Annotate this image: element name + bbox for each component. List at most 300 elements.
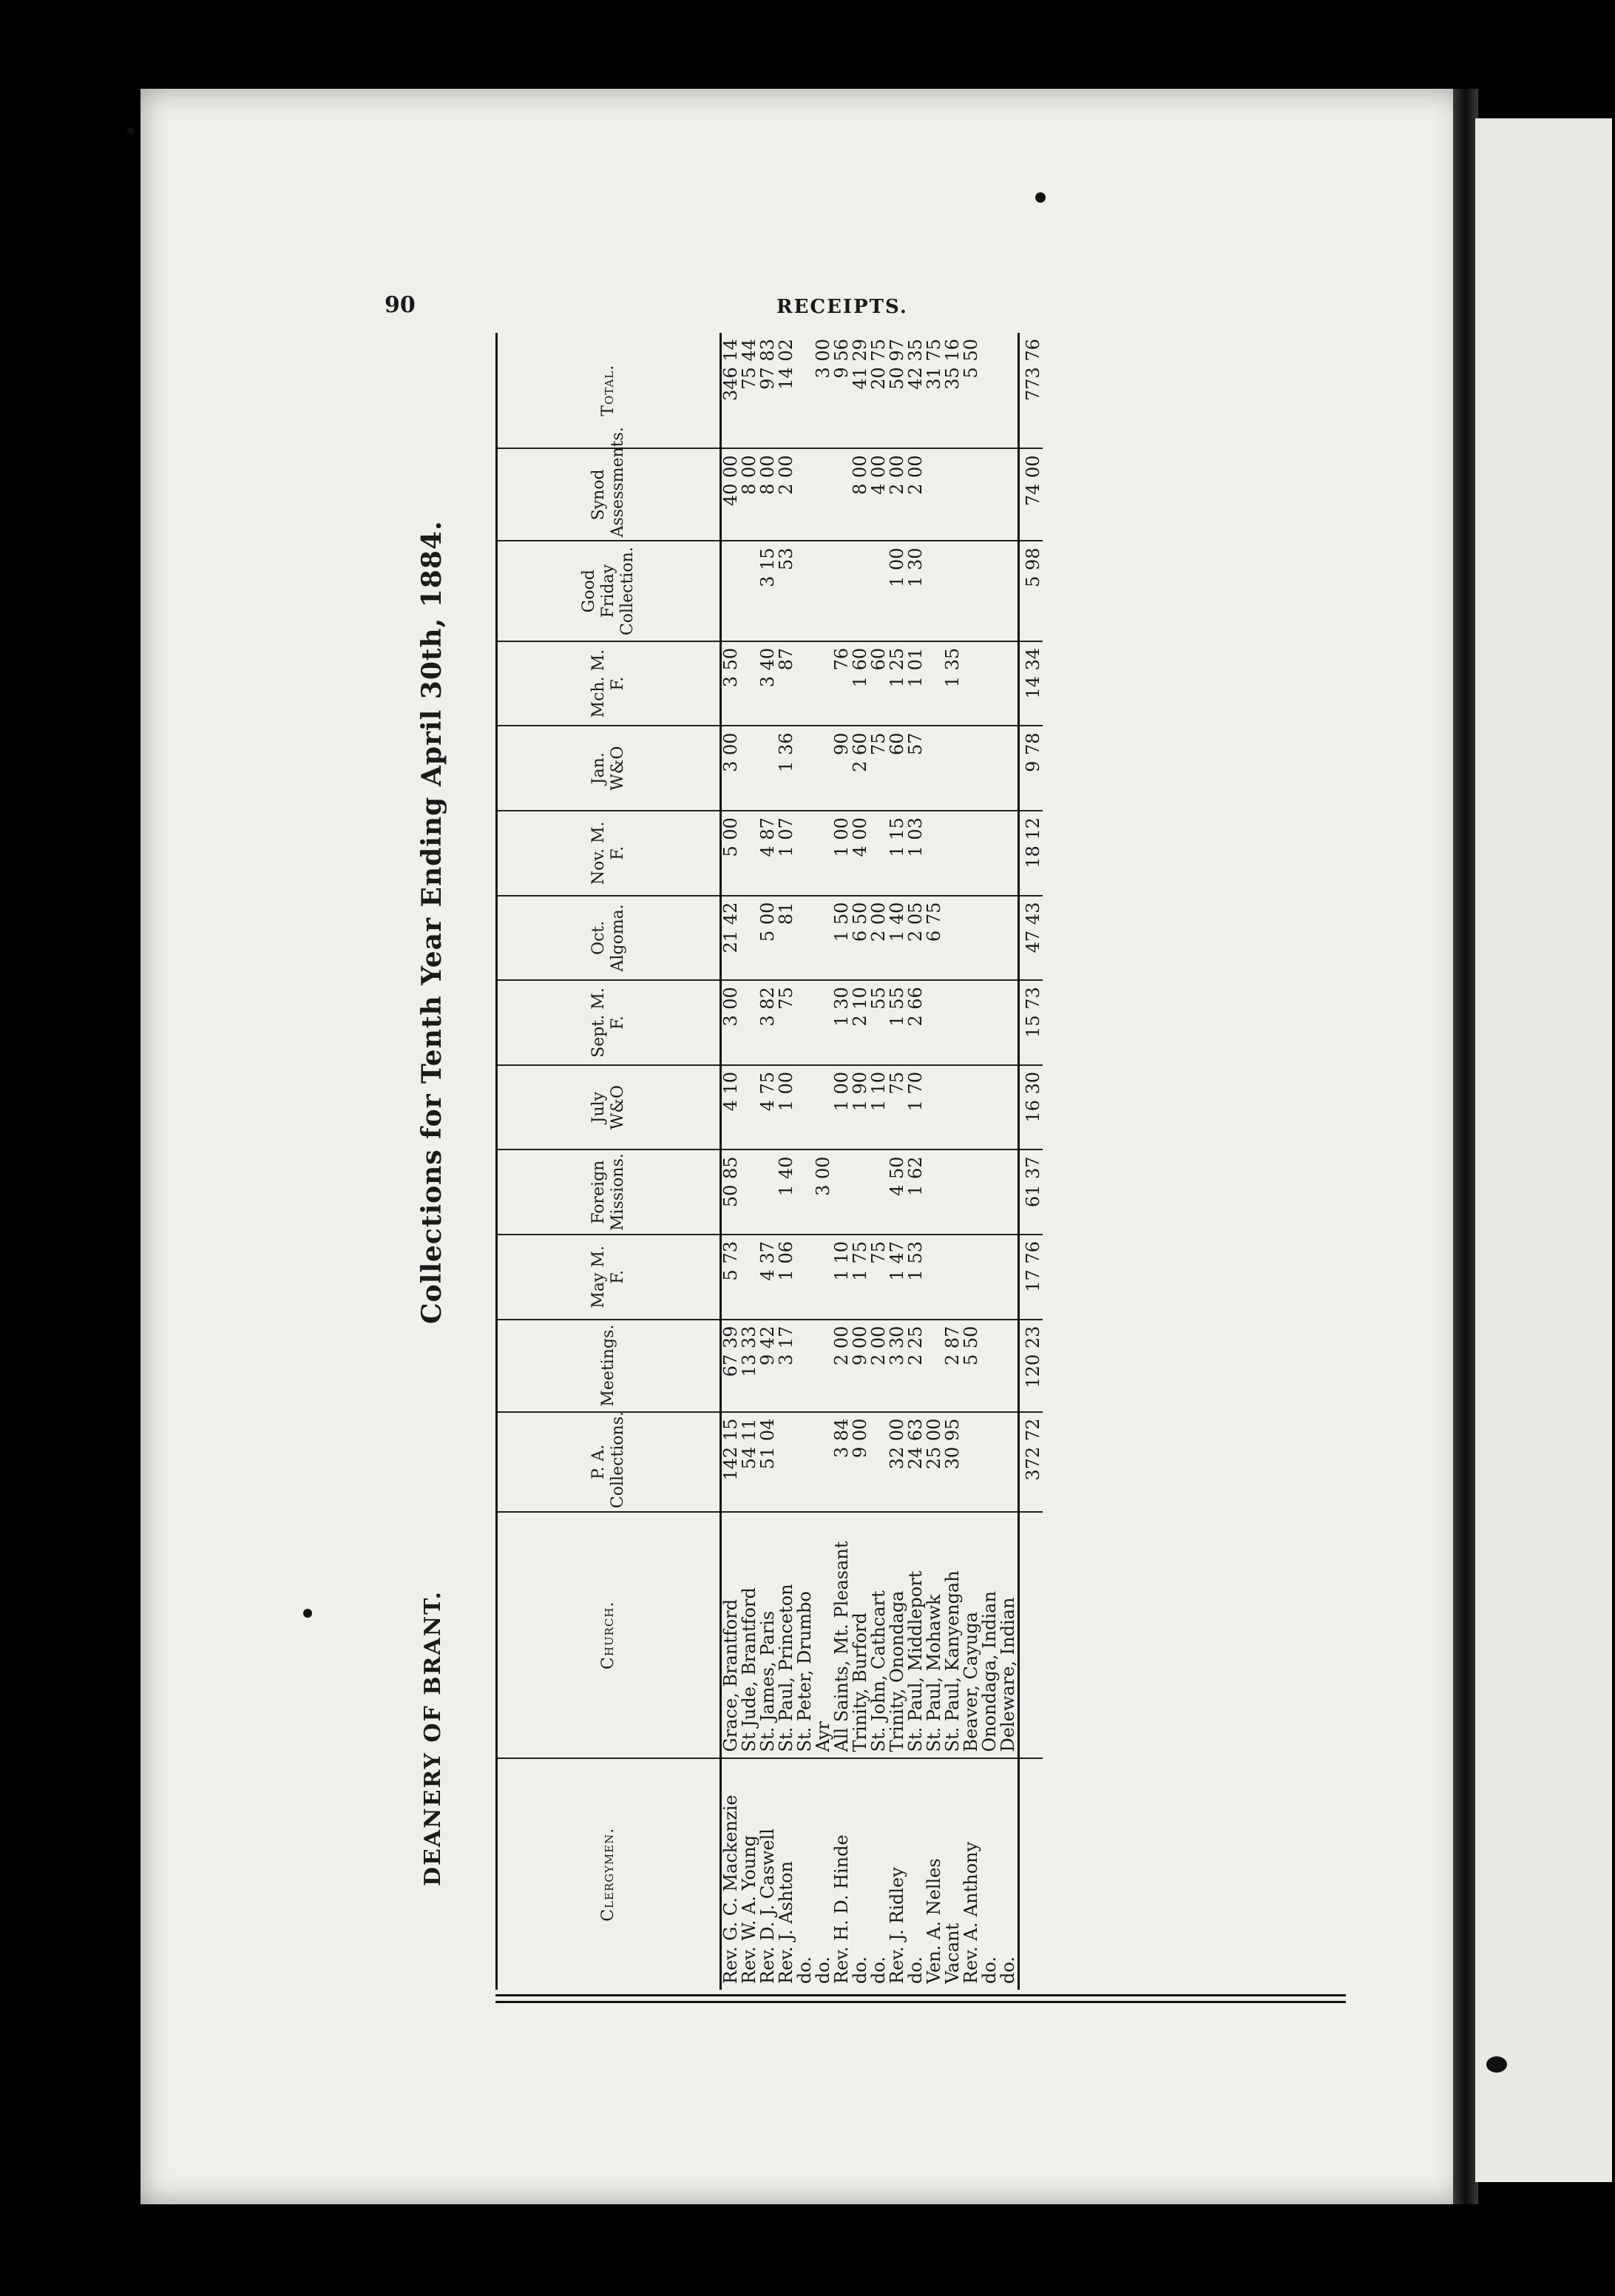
cell-total: 346 14 <box>721 333 741 448</box>
cell-july: 4 10 <box>721 1065 741 1150</box>
cell-synod <box>925 448 944 541</box>
cell-jan: 90 <box>833 726 851 811</box>
cell-total <box>796 333 814 448</box>
cell-sept: 2 10 <box>851 980 870 1065</box>
total-may: 17 76 <box>1019 1235 1043 1320</box>
cell-nov: 4 00 <box>851 811 870 896</box>
cell-foreign <box>925 1149 944 1235</box>
cell-oct <box>796 896 814 981</box>
page-gutter <box>1453 89 1478 2204</box>
cell-mch <box>796 641 814 726</box>
cell-gf <box>833 541 851 641</box>
cell-church: St. John, Cathcart <box>870 1512 888 1758</box>
cell-jan <box>759 726 777 811</box>
cell-clergyman: Vacant <box>942 1922 963 1984</box>
cell-clergyman: Ven. A. Nelles <box>924 1858 944 1984</box>
cell-synod: 8 00 <box>851 448 870 541</box>
total-jan: 9 78 <box>1019 726 1043 811</box>
cell-may: 1 75 <box>851 1235 870 1320</box>
cell-may: 75 <box>870 1235 888 1320</box>
cell-synod <box>944 448 962 541</box>
cell-synod: 2 00 <box>888 448 907 541</box>
total-gf: 5 98 <box>1019 541 1043 641</box>
cell-mch: 3 40 <box>759 641 777 726</box>
cell-clergyman: do. <box>979 1956 1000 1984</box>
cell-church: St. Paul, Princeton <box>777 1512 796 1758</box>
table-body <box>721 333 1043 1990</box>
cell-sept: 1 30 <box>833 980 851 1065</box>
cell-meetings: 13 33 <box>740 1320 759 1412</box>
cell-may <box>814 1235 833 1320</box>
cell-meetings <box>925 1320 944 1412</box>
header-oct: Oct. Algoma. <box>497 896 721 981</box>
cell-july <box>999 1065 1019 1150</box>
cell-july: 75 <box>888 1065 907 1150</box>
table-row <box>759 333 777 1990</box>
cell-church: St. Peter, Drumbo <box>796 1512 814 1758</box>
deanery-heading: DEANERY OF BRANT. <box>420 1590 446 1886</box>
cell-jan <box>925 726 944 811</box>
cell-mch <box>814 641 833 726</box>
cell-synod <box>962 448 981 541</box>
cell-foreign <box>759 1149 777 1235</box>
cell-foreign <box>962 1149 981 1235</box>
cell-nov: 4 87 <box>759 811 777 896</box>
cell-church: St. Paul, Mohawk <box>925 1512 944 1758</box>
cell-mch <box>925 641 944 726</box>
running-head: RECEIPTS. <box>776 296 908 318</box>
cell-clergyman: Rev. J. Ridley <box>887 1867 907 1984</box>
cell-synod <box>999 448 1019 541</box>
cell-oct <box>999 896 1019 981</box>
cell-foreign: 1 62 <box>907 1149 925 1235</box>
cell-meetings: 2 87 <box>944 1320 962 1412</box>
cell-jan: 75 <box>870 726 888 811</box>
cell-foreign <box>740 1149 759 1235</box>
cell-meetings <box>814 1320 833 1412</box>
cell-foreign: 4 50 <box>888 1149 907 1235</box>
table-row <box>981 333 999 1990</box>
header-foreign: Foreign Missions. <box>497 1149 721 1235</box>
cell-sept: 2 66 <box>907 980 925 1065</box>
cell-pa <box>777 1412 796 1512</box>
cell-nov: 5 00 <box>721 811 741 896</box>
scan-speck <box>303 1609 312 1618</box>
header-mch: Mch. M. F. <box>497 641 721 726</box>
cell-church: St Jude, Brantford <box>740 1512 759 1758</box>
cell-nov <box>944 811 962 896</box>
cell-nov <box>870 811 888 896</box>
cell-nov: 1 03 <box>907 811 925 896</box>
cell-july: 1 90 <box>851 1065 870 1150</box>
header-synod: Synod Assessments. <box>497 448 721 541</box>
cell-total: 42 35 <box>907 333 925 448</box>
cell-mch: 87 <box>777 641 796 726</box>
cell-gf <box>740 541 759 641</box>
total-july: 16 30 <box>1019 1065 1043 1150</box>
cell-jan <box>944 726 962 811</box>
cell-gf: 1 30 <box>907 541 925 641</box>
cell-total <box>981 333 999 448</box>
cell-clergyman: Rev. D. J. Caswell <box>757 1829 778 1984</box>
cell-nov <box>925 811 944 896</box>
cell-pa: 32 00 <box>888 1412 907 1512</box>
cell-july: 1 10 <box>870 1065 888 1150</box>
cell-jan <box>814 726 833 811</box>
cell-gf <box>925 541 944 641</box>
header-row <box>497 333 721 1990</box>
cell-sept: 3 82 <box>759 980 777 1065</box>
cell-synod: 2 00 <box>907 448 925 541</box>
cell-may <box>796 1235 814 1320</box>
cell-gf: 1 00 <box>888 541 907 641</box>
table-row <box>999 333 1019 1990</box>
cell-oct: 81 <box>777 896 796 981</box>
cell-meetings: 3 30 <box>888 1320 907 1412</box>
cell-pa <box>999 1412 1019 1512</box>
cell-jan: 3 00 <box>721 726 741 811</box>
cell-gf: 53 <box>777 541 796 641</box>
cell-foreign: 1 40 <box>777 1149 796 1235</box>
cell-church: Onondaga, Indian <box>981 1512 999 1758</box>
cell-total: 14 02 <box>777 333 796 448</box>
cell-oct: 6 50 <box>851 896 870 981</box>
cell-july <box>796 1065 814 1150</box>
cell-mch: 1 25 <box>888 641 907 726</box>
cell-july <box>944 1065 962 1150</box>
cell-jan: 2 60 <box>851 726 870 811</box>
cell-clergyman: Rev. J. Ashton <box>776 1861 796 1984</box>
header-pa: P. A. Collections. <box>497 1412 721 1512</box>
cell-oct: 21 42 <box>721 896 741 981</box>
cell-total: 3 00 <box>814 333 833 448</box>
facing-page-edge <box>1475 118 1612 2182</box>
cell-sept <box>740 980 759 1065</box>
cell-total: 35 16 <box>944 333 962 448</box>
total-sept: 15 73 <box>1019 980 1043 1065</box>
cell-july: 1 00 <box>833 1065 851 1150</box>
cell-pa: 142 15 <box>721 1412 741 1512</box>
cell-july <box>962 1065 981 1150</box>
cell-may <box>981 1235 999 1320</box>
cell-nov <box>981 811 999 896</box>
total-label-blank <box>1019 1758 1043 1990</box>
table-row <box>721 333 741 1990</box>
cell-clergyman: do. <box>868 1956 889 1984</box>
table-row <box>962 333 981 1990</box>
scan-speck <box>1035 192 1046 203</box>
cell-july <box>814 1065 833 1150</box>
cell-july <box>740 1065 759 1150</box>
cell-church: St. Paul, Middleport <box>907 1512 925 1758</box>
cell-oct <box>944 896 962 981</box>
cell-pa: 51 04 <box>759 1412 777 1512</box>
cell-pa: 30 95 <box>944 1412 962 1512</box>
totals-row <box>1019 333 1043 1990</box>
cell-jan: 1 36 <box>777 726 796 811</box>
cell-clergyman: do. <box>794 1956 815 1984</box>
rotated-table-block <box>399 333 1383 1990</box>
cell-sept <box>944 980 962 1065</box>
cell-pa <box>981 1412 999 1512</box>
cell-sept <box>796 980 814 1065</box>
cell-gf <box>962 541 981 641</box>
cell-total: 97 83 <box>759 333 777 448</box>
cell-meetings: 9 42 <box>759 1320 777 1412</box>
header-clergymen: Clergymen. <box>497 1758 721 1990</box>
cell-jan: 60 <box>888 726 907 811</box>
cell-oct: 2 05 <box>907 896 925 981</box>
cell-july <box>981 1065 999 1150</box>
cell-meetings: 2 00 <box>870 1320 888 1412</box>
cell-clergyman: do. <box>813 1956 833 1984</box>
cell-foreign <box>981 1149 999 1235</box>
cell-meetings <box>981 1320 999 1412</box>
cell-gf <box>796 541 814 641</box>
cell-church: All Saints, Mt. Pleasant <box>833 1512 851 1758</box>
cell-synod: 2 00 <box>777 448 796 541</box>
cell-synod <box>833 448 851 541</box>
cell-foreign <box>796 1149 814 1235</box>
cell-total: 31 75 <box>925 333 944 448</box>
cell-church: St. Paul, Kanyengah <box>944 1512 962 1758</box>
cell-foreign <box>944 1149 962 1235</box>
cell-clergyman: do. <box>905 1956 926 1984</box>
table-row <box>870 333 888 1990</box>
total-meetings: 120 23 <box>1019 1320 1043 1412</box>
cell-meetings: 2 25 <box>907 1320 925 1412</box>
cell-pa: 9 00 <box>851 1412 870 1512</box>
header-sept: Sept. M. F. <box>497 980 721 1065</box>
header-total: Total. <box>497 333 721 448</box>
table-row <box>851 333 870 1990</box>
cell-total <box>999 333 1019 448</box>
cell-oct <box>981 896 999 981</box>
cell-synod: 4 00 <box>870 448 888 541</box>
cell-pa <box>870 1412 888 1512</box>
cell-oct: 1 40 <box>888 896 907 981</box>
cell-total: 50 97 <box>888 333 907 448</box>
table-row <box>907 333 925 1990</box>
cell-clergyman: Rev. W. A. Young <box>739 1834 759 1984</box>
table-row <box>833 333 851 1990</box>
total-oct: 47 43 <box>1019 896 1043 981</box>
cell-total: 20 75 <box>870 333 888 448</box>
cell-sept <box>962 980 981 1065</box>
cell-meetings <box>999 1320 1019 1412</box>
cell-july: 1 00 <box>777 1065 796 1150</box>
cell-may: 5 73 <box>721 1235 741 1320</box>
cell-foreign <box>999 1149 1019 1235</box>
cell-oct <box>740 896 759 981</box>
cell-foreign <box>851 1149 870 1235</box>
cell-nov: 1 00 <box>833 811 851 896</box>
cell-church: Grace, Brantford <box>721 1512 741 1758</box>
total-total: 773 76 <box>1019 333 1043 448</box>
header-nov: Nov. M. F. <box>497 811 721 896</box>
header-church: Church. <box>497 1512 721 1758</box>
cell-clergyman: Rev. H. D. Hinde <box>831 1834 852 1984</box>
cell-mch: 3 50 <box>721 641 741 726</box>
cell-sept: 1 55 <box>888 980 907 1065</box>
cell-foreign <box>870 1149 888 1235</box>
cell-total: 9 56 <box>833 333 851 448</box>
table-row <box>740 333 759 1990</box>
cell-nov <box>962 811 981 896</box>
cell-oct: 1 50 <box>833 896 851 981</box>
cell-pa: 25 00 <box>925 1412 944 1512</box>
cell-synod <box>981 448 999 541</box>
cell-pa <box>796 1412 814 1512</box>
table-row <box>888 333 907 1990</box>
cell-clergyman: do. <box>998 1956 1018 1984</box>
cell-jan <box>981 726 999 811</box>
cell-gf <box>999 541 1019 641</box>
double-rule <box>495 1994 1346 2003</box>
cell-mch: 76 <box>833 641 851 726</box>
cell-mch: 60 <box>870 641 888 726</box>
total-foreign: 61 37 <box>1019 1149 1043 1235</box>
cell-july <box>925 1065 944 1150</box>
cell-pa <box>962 1412 981 1512</box>
cell-foreign <box>833 1149 851 1235</box>
cell-synod: 40 00 <box>721 448 741 541</box>
cell-gf <box>981 541 999 641</box>
cell-mch <box>962 641 981 726</box>
scan-speck <box>127 127 135 135</box>
cell-synod: 8 00 <box>740 448 759 541</box>
cell-foreign: 50 85 <box>721 1149 741 1235</box>
cell-sept <box>814 980 833 1065</box>
cell-mch: 1 60 <box>851 641 870 726</box>
cell-foreign: 3 00 <box>814 1149 833 1235</box>
cell-nov <box>999 811 1019 896</box>
cell-may: 1 10 <box>833 1235 851 1320</box>
cell-jan: 57 <box>907 726 925 811</box>
cell-pa <box>814 1412 833 1512</box>
cell-gf <box>944 541 962 641</box>
cell-total: 75 44 <box>740 333 759 448</box>
cell-clergyman: do. <box>850 1956 870 1984</box>
cell-synod <box>814 448 833 541</box>
cell-church: Deleware, Indian <box>999 1512 1019 1758</box>
cell-mch: 1 01 <box>907 641 925 726</box>
cell-sept: 75 <box>777 980 796 1065</box>
cell-oct: 2 00 <box>870 896 888 981</box>
total-synod: 74 00 <box>1019 448 1043 541</box>
table-row <box>925 333 944 1990</box>
table-row <box>814 333 833 1990</box>
cell-nov <box>814 811 833 896</box>
cell-nov: 1 15 <box>888 811 907 896</box>
cell-may <box>925 1235 944 1320</box>
cell-mch <box>999 641 1019 726</box>
cell-pa: 54 11 <box>740 1412 759 1512</box>
cell-synod: 8 00 <box>759 448 777 541</box>
cell-oct <box>814 896 833 981</box>
cell-meetings: 9 00 <box>851 1320 870 1412</box>
cell-nov: 1 07 <box>777 811 796 896</box>
cell-meetings <box>796 1320 814 1412</box>
cell-gf: 3 15 <box>759 541 777 641</box>
total-mch: 14 34 <box>1019 641 1043 726</box>
cell-may <box>944 1235 962 1320</box>
cell-may <box>962 1235 981 1320</box>
cell-mch: 1 35 <box>944 641 962 726</box>
cell-clergyman: Rev. G. C. Mackenzie <box>720 1794 741 1984</box>
cell-pa: 24 63 <box>907 1412 925 1512</box>
collections-table <box>495 333 1043 1990</box>
header-july: July W&O <box>497 1065 721 1150</box>
cell-jan <box>740 726 759 811</box>
cell-oct <box>962 896 981 981</box>
cell-sept: 3 00 <box>721 980 741 1065</box>
cell-july: 1 70 <box>907 1065 925 1150</box>
cell-meetings: 67 39 <box>721 1320 741 1412</box>
cell-meetings: 2 00 <box>833 1320 851 1412</box>
cell-july: 4 75 <box>759 1065 777 1150</box>
cell-total: 41 29 <box>851 333 870 448</box>
cell-church: St. James, Paris <box>759 1512 777 1758</box>
table-row <box>944 333 962 1990</box>
cell-sept <box>925 980 944 1065</box>
cell-clergyman: Rev. A. Anthony <box>961 1841 981 1984</box>
total-nov: 18 12 <box>1019 811 1043 896</box>
cell-may: 1 06 <box>777 1235 796 1320</box>
cell-may <box>999 1235 1019 1320</box>
cell-meetings: 5 50 <box>962 1320 981 1412</box>
cell-oct: 6 75 <box>925 896 944 981</box>
page-number: 90 <box>385 292 416 318</box>
table-row <box>796 333 814 1990</box>
caption <box>405 333 487 1990</box>
cell-sept <box>999 980 1019 1065</box>
cell-meetings: 3 17 <box>777 1320 796 1412</box>
cell-mch <box>740 641 759 726</box>
cell-church: Ayr <box>814 1512 833 1758</box>
cell-synod <box>796 448 814 541</box>
cell-mch <box>981 641 999 726</box>
cell-may: 4 37 <box>759 1235 777 1320</box>
cell-nov <box>796 811 814 896</box>
total-pa: 372 72 <box>1019 1412 1043 1512</box>
table-title: Collections for Tenth Year Ending April 30th, 1884. <box>416 520 447 1324</box>
cell-gf <box>814 541 833 641</box>
cell-sept <box>981 980 999 1065</box>
table-row <box>777 333 796 1990</box>
cell-nov <box>740 811 759 896</box>
cell-may: 1 53 <box>907 1235 925 1320</box>
header-jan: Jan. W&O <box>497 726 721 811</box>
cell-church: Trinity, Onondaga <box>888 1512 907 1758</box>
header-meetings: Meetings. <box>497 1320 721 1412</box>
header-may: May M. F. <box>497 1235 721 1320</box>
cell-jan <box>999 726 1019 811</box>
cell-church: Beaver, Cayuga <box>962 1512 981 1758</box>
cell-pa: 3 84 <box>833 1412 851 1512</box>
total-label-blank <box>1019 1512 1043 1758</box>
header-goodfriday: Good Friday Collection. <box>497 541 721 641</box>
cell-oct: 5 00 <box>759 896 777 981</box>
scan-speck <box>1486 2056 1507 2073</box>
cell-jan <box>796 726 814 811</box>
cell-sept: 55 <box>870 980 888 1065</box>
cell-total: 5 50 <box>962 333 981 448</box>
cell-may: 1 47 <box>888 1235 907 1320</box>
cell-gf <box>851 541 870 641</box>
cell-gf <box>870 541 888 641</box>
cell-church: Trinity, Burford <box>851 1512 870 1758</box>
